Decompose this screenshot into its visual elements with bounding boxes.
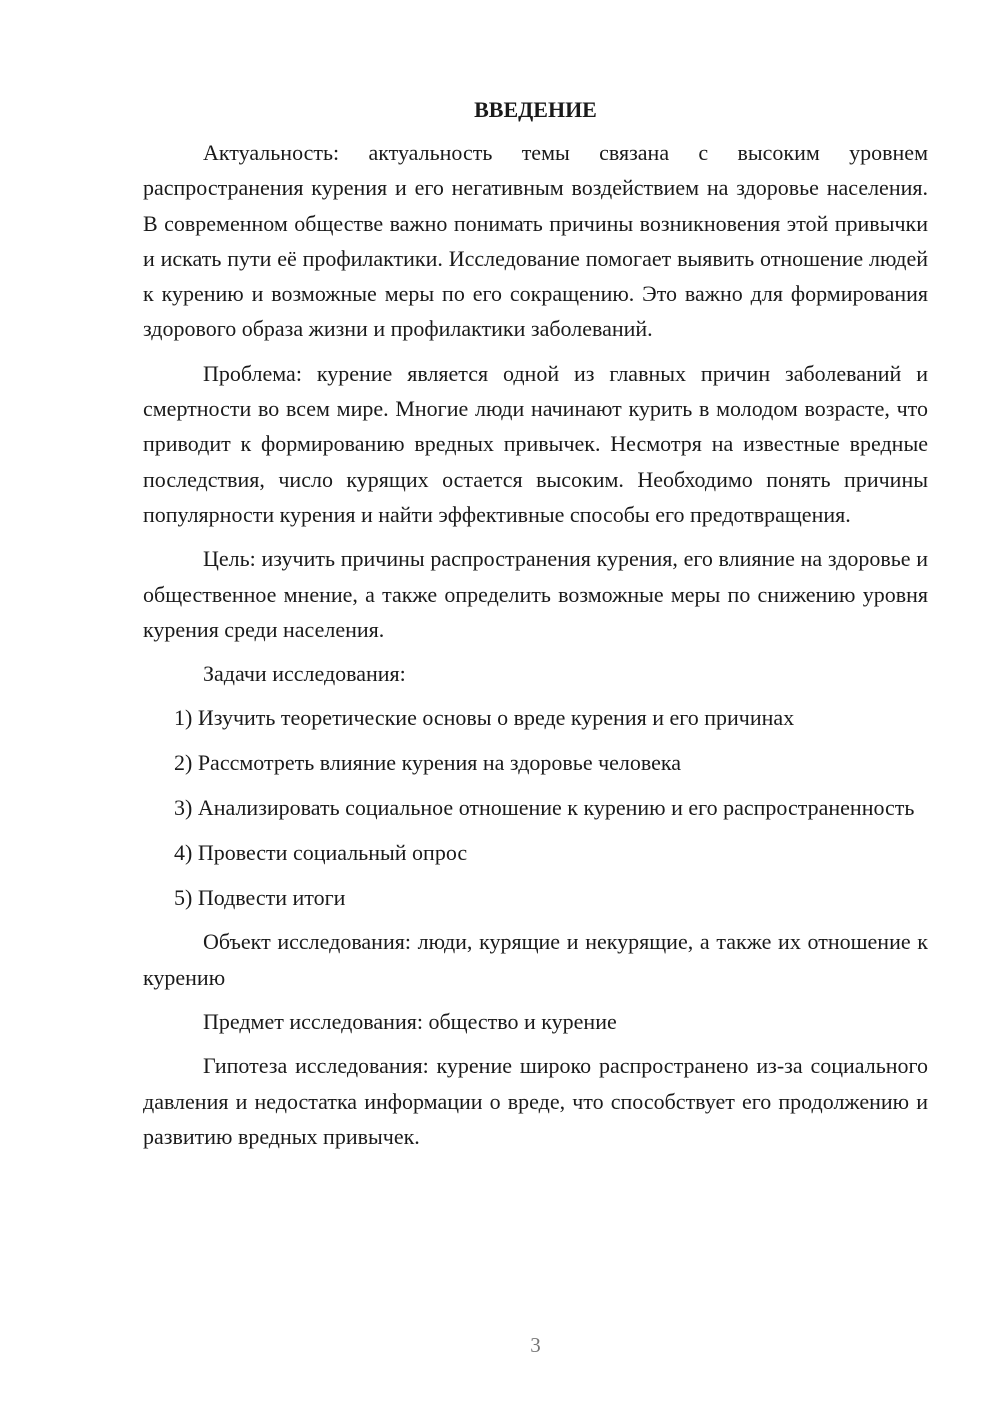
paragraph-hypothesis: Гипотеза исследования: курение широко распространено из-за социального давления и недостатка информации о вреде, что способствует его продолжению и развитию вредных привычек. [143, 1053, 928, 1149]
task-item: 5) Подвести итоги [174, 884, 346, 910]
task-item: 2) Рассмотреть влияние курения на здоровье человека [174, 750, 682, 776]
task-item: 3) Анализировать социальное отношение к курению и его распространенность [174, 795, 915, 821]
task-item: 1) Изучить теоретические основы о вреде курения и его причинах [174, 705, 795, 731]
paragraph-problem: Проблема: курение является одной из главных причин заболеваний и смертности во всем мире. Многие люди начинают курить в молодом возрасте, что приводит к формированию вредных привычек. Несмотря на известные вредные последствия, число курящих остается высоким. Необходимо понять причины популярности курения и найти эффективные способы его предотвращения. [143, 360, 928, 527]
page-number: 3 [530, 1333, 541, 1357]
tasks-heading: Задачи исследования: [203, 661, 406, 687]
paragraph-subject: Предмет исследования: общество и курение [203, 1009, 617, 1035]
section-title: ВВЕДЕНИЕ [474, 97, 597, 122]
paragraph-relevance: Актуальность: актуальность темы связана с высоким уровнем распространения курения и его негативным воздействием на здоровье населения. В современном обществе важно понимать причины возникновения этой привычки и искать пути её профилактики. Исследование помогает выявить отношение людей к курению и возможные меры по его сокращению. Это важно для формирования здорового образа жизни и профилактики заболеваний. [143, 140, 928, 342]
task-item: 4) Провести социальный опрос [174, 839, 468, 865]
paragraph-goal: Цель: изучить причины распространения курения, его влияние на здоровье и общественное мнение, а также определить возможные меры по снижению уровня курения среди населения. [143, 546, 928, 642]
paragraph-object: Объект исследования: люди, курящие и некурящие, а также их отношение к курению [143, 929, 928, 990]
page-content [143, 92, 928, 1163]
